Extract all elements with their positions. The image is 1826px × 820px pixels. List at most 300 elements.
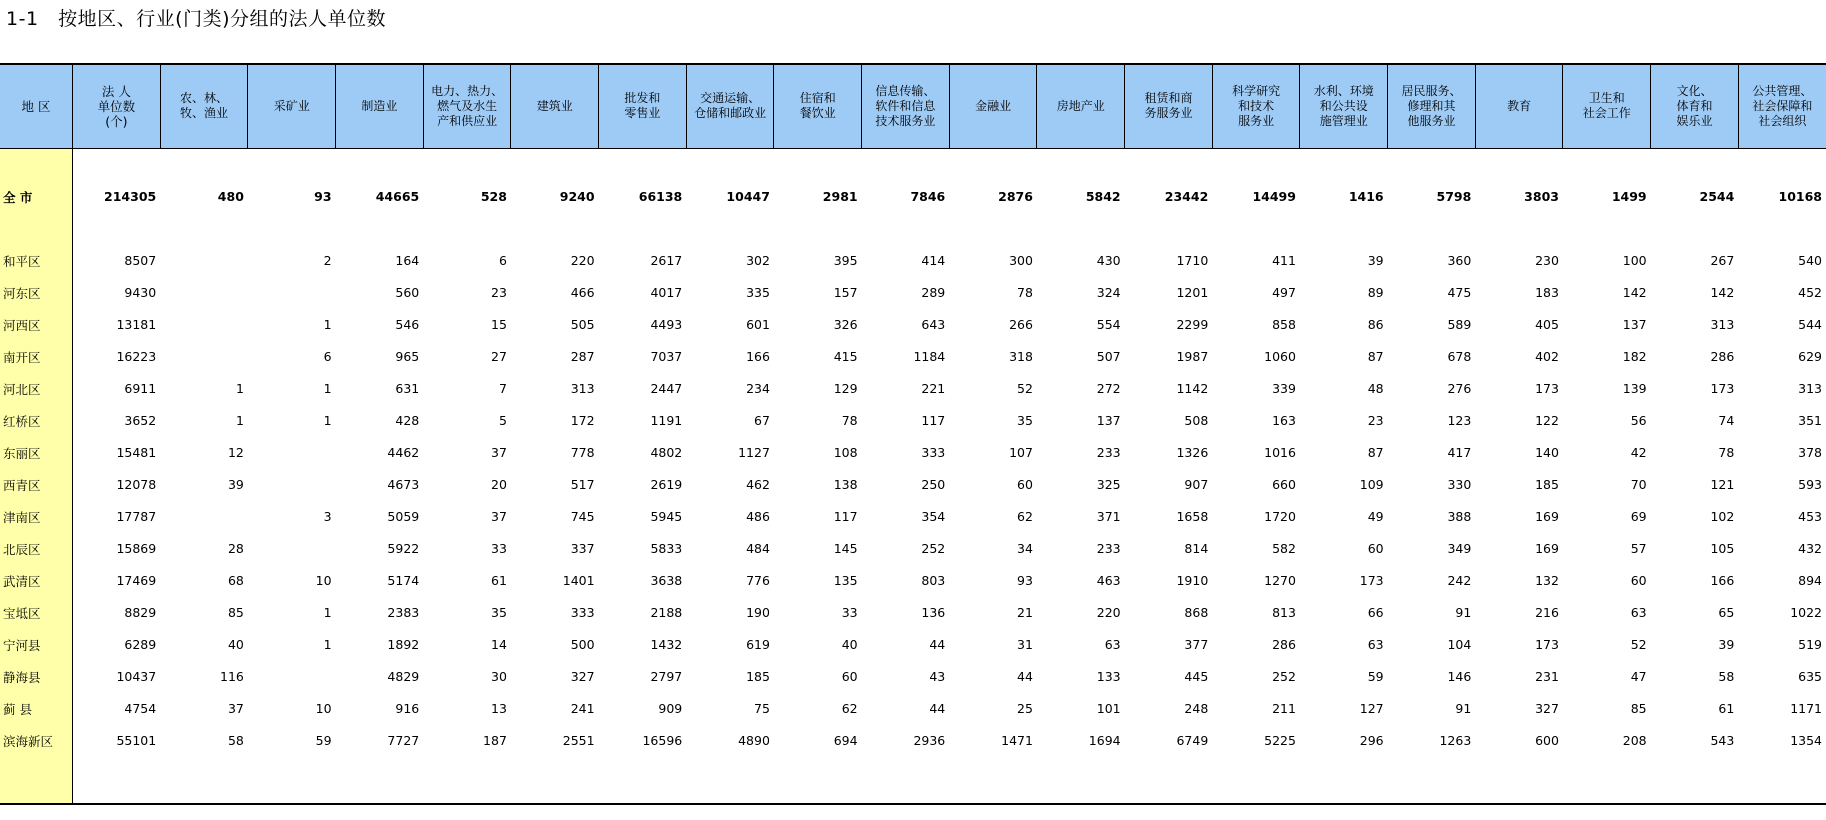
total-cell: 55101 — [116, 733, 157, 748]
table-row — [0, 533, 1826, 565]
value-cell: 266 — [1009, 317, 1033, 332]
value-cell: 40 — [841, 637, 858, 652]
value-cell: 466 — [570, 285, 595, 300]
value-cell: 5 — [498, 413, 507, 428]
spacer-cell — [1738, 148, 1826, 187]
value-cell: 52 — [1017, 381, 1033, 396]
value-cell: 1354 — [1790, 733, 1822, 748]
value-cell: 37 — [491, 509, 507, 524]
region-cell: 全 市 — [0, 187, 73, 207]
table-body — [0, 148, 1826, 804]
spacer-cell — [160, 207, 248, 245]
spacer-cell — [1388, 148, 1476, 187]
value-cell: 907 — [1184, 477, 1209, 492]
value-cell: 248 — [1184, 701, 1209, 716]
value-cell: 63 — [1367, 637, 1384, 652]
value-cell: 60 — [1367, 541, 1384, 556]
spacer-cell — [511, 148, 599, 187]
spacer-cell — [1475, 757, 1563, 804]
region-spacer-cell — [0, 207, 73, 245]
region-cell: 武清区 — [0, 565, 73, 597]
industry-header: 房地产业 — [1037, 64, 1125, 148]
value-cell: 462 — [746, 477, 770, 492]
total-header-line2: 单位数 — [97, 98, 136, 114]
value-cell: 300 — [1009, 253, 1033, 268]
value-cell: 252 — [921, 541, 946, 556]
value-cell: 1892 — [387, 637, 420, 652]
value-cell: 5842 — [1085, 189, 1121, 204]
industry-header: 水利、环境 和公共设 施管理业 — [1300, 64, 1388, 148]
value-cell: 23 — [1367, 413, 1384, 428]
value-cell: 169 — [1535, 509, 1559, 524]
value-cell: 1499 — [1611, 189, 1647, 204]
value-cell: 593 — [1798, 477, 1822, 492]
value-cell: 965 — [395, 349, 420, 364]
value-cell: 776 — [746, 573, 770, 588]
value-cell: 234 — [746, 381, 770, 396]
value-cell: 411 — [1272, 253, 1296, 268]
value-cell: 49 — [1367, 509, 1384, 524]
value-cell: 44 — [929, 701, 946, 716]
value-cell: 221 — [921, 381, 946, 396]
value-cell: 59 — [1367, 669, 1384, 684]
table-row — [0, 277, 1826, 309]
spacer-cell — [1300, 207, 1388, 245]
value-cell: 60 — [841, 669, 858, 684]
total-cell: 15869 — [116, 541, 157, 556]
value-cell: 2617 — [650, 253, 683, 268]
value-cell: 678 — [1447, 349, 1472, 364]
value-cell: 56 — [1630, 413, 1647, 428]
value-cell: 23442 — [1164, 189, 1209, 204]
value-cell: 69 — [1630, 509, 1647, 524]
table-row — [0, 245, 1826, 277]
value-cell: 2551 — [562, 733, 595, 748]
table-row — [0, 725, 1826, 757]
value-cell: 136 — [921, 605, 946, 620]
value-cell: 1416 — [1348, 189, 1384, 204]
value-cell: 528 — [480, 189, 507, 204]
value-cell: 173 — [1535, 637, 1559, 652]
value-cell: 133 — [1096, 669, 1121, 684]
value-cell: 4802 — [650, 445, 683, 460]
value-cell: 1910 — [1176, 573, 1209, 588]
value-cell: 643 — [921, 317, 946, 332]
value-cell: 102 — [1710, 509, 1735, 524]
spacer-cell — [1563, 148, 1651, 187]
industry-header: 卫生和 社会工作 — [1563, 64, 1651, 148]
value-cell: 30 — [491, 669, 507, 684]
value-cell: 87 — [1367, 445, 1384, 460]
spacer-cell — [1563, 207, 1651, 245]
value-cell: 68 — [227, 573, 244, 588]
page-title: 1-1 按地区、行业(门类)分组的法人单位数 — [6, 8, 386, 30]
value-cell: 231 — [1535, 669, 1559, 684]
value-cell: 116 — [220, 669, 244, 684]
industry-header: 批发和 零售业 — [599, 64, 687, 148]
value-cell: 543 — [1710, 733, 1735, 748]
total-cell: 6289 — [124, 637, 157, 652]
value-cell: 327 — [1535, 701, 1559, 716]
total-cell: 214305 — [104, 189, 157, 204]
value-cell: 16596 — [642, 733, 683, 748]
value-cell: 37 — [227, 701, 244, 716]
value-cell: 57 — [1630, 541, 1647, 556]
value-cell: 519 — [1798, 637, 1822, 652]
value-cell: 122 — [1535, 413, 1559, 428]
value-cell: 582 — [1272, 541, 1296, 556]
value-cell: 333 — [570, 605, 595, 620]
spacer-cell — [423, 757, 511, 804]
value-cell: 40 — [227, 637, 244, 652]
spacer-cell — [1125, 207, 1213, 245]
region-header: 地 区 — [0, 64, 73, 148]
value-cell: 619 — [746, 637, 770, 652]
value-cell: 445 — [1184, 669, 1209, 684]
value-cell: 42 — [1630, 445, 1647, 460]
value-cell: 325 — [1096, 477, 1121, 492]
value-cell: 66 — [1367, 605, 1384, 620]
value-cell: 7846 — [910, 189, 946, 204]
value-cell: 2447 — [650, 381, 683, 396]
value-cell — [160, 277, 248, 309]
value-cell: 108 — [833, 445, 858, 460]
value-cell: 430 — [1096, 253, 1121, 268]
value-cell: 121 — [1710, 477, 1735, 492]
region-cell: 东丽区 — [0, 437, 73, 469]
value-cell: 86 — [1367, 317, 1384, 332]
region-cell: 北辰区 — [0, 533, 73, 565]
value-cell: 169 — [1535, 541, 1559, 556]
value-cell: 75 — [754, 701, 770, 716]
value-cell: 166 — [1710, 573, 1735, 588]
value-cell: 211 — [1272, 701, 1296, 716]
value-cell: 61 — [491, 573, 507, 588]
value-cell: 187 — [483, 733, 507, 748]
table-row — [0, 437, 1826, 469]
value-cell: 7 — [498, 381, 507, 396]
value-cell: 166 — [746, 349, 770, 364]
value-cell: 44 — [1017, 669, 1033, 684]
value-cell: 1987 — [1176, 349, 1209, 364]
region-cell: 河东区 — [0, 277, 73, 309]
value-cell: 377 — [1184, 637, 1209, 652]
value-cell: 139 — [1622, 381, 1647, 396]
value-cell: 484 — [746, 541, 770, 556]
value-cell: 190 — [746, 605, 770, 620]
value-cell: 23 — [491, 285, 507, 300]
value-cell: 378 — [1798, 445, 1822, 460]
value-cell: 117 — [921, 413, 946, 428]
spacer-cell — [774, 148, 862, 187]
value-cell: 39 — [227, 477, 244, 492]
industry-header: 科学研究 和技术 服务业 — [1212, 64, 1300, 148]
value-cell: 220 — [1096, 605, 1121, 620]
value-cell: 63 — [1104, 637, 1121, 652]
spacer-cell — [1651, 757, 1739, 804]
spacer-cell — [1212, 148, 1300, 187]
value-cell: 35 — [491, 605, 507, 620]
spacer-cell — [1212, 207, 1300, 245]
value-cell: 814 — [1184, 541, 1209, 556]
value-cell: 78 — [1017, 285, 1033, 300]
total-cell: 9430 — [124, 285, 157, 300]
value-cell: 414 — [921, 253, 946, 268]
value-cell: 560 — [395, 285, 420, 300]
spacer-cell — [73, 207, 161, 245]
value-cell: 5945 — [650, 509, 683, 524]
value-cell: 65 — [1718, 605, 1735, 620]
region-cell: 静海县 — [0, 661, 73, 693]
value-cell: 1 — [323, 317, 332, 332]
value-cell: 208 — [1622, 733, 1647, 748]
value-cell: 1022 — [1790, 605, 1822, 620]
value-cell: 349 — [1447, 541, 1472, 556]
spacer-cell — [248, 207, 336, 245]
value-cell: 129 — [833, 381, 858, 396]
region-spacer-cell — [0, 757, 73, 804]
value-cell: 101 — [1096, 701, 1121, 716]
value-cell: 12 — [227, 445, 244, 460]
total-cell: 8507 — [124, 253, 157, 268]
value-cell: 15 — [491, 317, 507, 332]
value-cell: 27 — [491, 349, 507, 364]
value-cell: 252 — [1272, 669, 1296, 684]
value-cell: 5798 — [1436, 189, 1472, 204]
value-cell: 172 — [570, 413, 595, 428]
table-row — [0, 629, 1826, 661]
value-cell: 33 — [841, 605, 858, 620]
value-cell: 47 — [1630, 669, 1647, 684]
region-cell: 蓟 县 — [0, 693, 73, 725]
value-cell: 858 — [1272, 317, 1296, 332]
table-row — [0, 565, 1826, 597]
value-cell: 631 — [395, 381, 420, 396]
value-cell: 2876 — [998, 189, 1033, 204]
value-cell: 59 — [315, 733, 332, 748]
spacer-cell — [73, 757, 161, 804]
total-cell: 10437 — [116, 669, 157, 684]
value-cell: 5922 — [387, 541, 420, 556]
value-cell: 5225 — [1264, 733, 1296, 748]
spacer-cell — [949, 207, 1037, 245]
value-cell: 242 — [1447, 573, 1472, 588]
value-cell: 89 — [1367, 285, 1384, 300]
spacer-cell — [686, 757, 774, 804]
value-cell — [248, 437, 336, 469]
value-cell: 163 — [1272, 413, 1296, 428]
value-cell: 326 — [833, 317, 858, 332]
value-cell: 105 — [1710, 541, 1735, 556]
value-cell: 145 — [833, 541, 858, 556]
value-cell: 5059 — [387, 509, 420, 524]
value-cell: 1270 — [1264, 573, 1296, 588]
spacer-cell — [949, 148, 1037, 187]
value-cell: 7037 — [650, 349, 683, 364]
value-cell: 868 — [1184, 605, 1209, 620]
spacer-cell — [599, 757, 687, 804]
value-cell: 1432 — [650, 637, 683, 652]
table-row — [0, 693, 1826, 725]
value-cell: 660 — [1272, 477, 1296, 492]
value-cell: 267 — [1710, 253, 1735, 268]
value-cell: 1191 — [650, 413, 683, 428]
spacer-cell — [1651, 207, 1739, 245]
value-cell: 1171 — [1790, 701, 1822, 716]
value-cell: 371 — [1096, 509, 1121, 524]
value-cell: 250 — [921, 477, 946, 492]
spacer-cell — [423, 148, 511, 187]
value-cell: 1 — [235, 413, 244, 428]
value-cell: 2797 — [650, 669, 683, 684]
industry-header: 交通运输、 仓储和邮政业 — [686, 64, 774, 148]
value-cell: 415 — [833, 349, 858, 364]
value-cell: 327 — [570, 669, 595, 684]
value-cell: 635 — [1798, 669, 1822, 684]
region-cell: 宝坻区 — [0, 597, 73, 629]
value-cell: 135 — [833, 573, 858, 588]
table-row — [0, 309, 1826, 341]
region-cell: 河北区 — [0, 373, 73, 405]
value-cell: 109 — [1359, 477, 1384, 492]
total-cell: 16223 — [116, 349, 157, 364]
value-cell: 296 — [1359, 733, 1384, 748]
value-cell: 1142 — [1176, 381, 1209, 396]
value-cell: 44 — [929, 637, 946, 652]
region-cell: 南开区 — [0, 341, 73, 373]
value-cell: 58 — [1718, 669, 1735, 684]
value-cell: 6 — [498, 253, 507, 268]
value-cell: 183 — [1535, 285, 1559, 300]
value-cell: 4462 — [387, 445, 420, 460]
value-cell: 453 — [1798, 509, 1822, 524]
spacer-cell — [423, 207, 511, 245]
value-cell: 142 — [1710, 285, 1735, 300]
value-cell: 324 — [1096, 285, 1121, 300]
value-cell: 475 — [1447, 285, 1472, 300]
value-cell: 402 — [1535, 349, 1559, 364]
value-cell: 34 — [1017, 541, 1033, 556]
value-cell: 500 — [570, 637, 595, 652]
value-cell: 60 — [1017, 477, 1033, 492]
value-cell: 4829 — [387, 669, 420, 684]
value-cell: 13 — [491, 701, 507, 716]
value-cell: 3803 — [1524, 189, 1559, 204]
value-cell: 289 — [921, 285, 946, 300]
value-cell: 554 — [1096, 317, 1121, 332]
value-cell: 313 — [1710, 317, 1735, 332]
industry-header: 金融业 — [949, 64, 1037, 148]
value-cell: 354 — [921, 509, 946, 524]
value-cell: 351 — [1798, 413, 1822, 428]
value-cell: 2544 — [1699, 189, 1735, 204]
value-cell: 1127 — [738, 445, 770, 460]
value-cell: 4890 — [738, 733, 770, 748]
spacer-cell — [862, 207, 950, 245]
value-cell: 517 — [570, 477, 595, 492]
industry-header: 农、林、 牧、渔业 — [160, 64, 248, 148]
spacer-row — [0, 148, 1826, 187]
spacer-cell — [862, 757, 950, 804]
total-cell: 17469 — [116, 573, 157, 588]
spacer-cell — [248, 148, 336, 187]
value-cell: 339 — [1272, 381, 1296, 396]
spacer-cell — [1475, 207, 1563, 245]
value-cell: 10 — [315, 701, 332, 716]
region-cell: 西青区 — [0, 469, 73, 501]
spacer-cell — [1563, 757, 1651, 804]
value-cell: 1184 — [913, 349, 946, 364]
value-cell: 31 — [1017, 637, 1033, 652]
value-cell: 7727 — [387, 733, 420, 748]
value-cell: 1326 — [1176, 445, 1209, 460]
value-cell: 507 — [1096, 349, 1121, 364]
value-cell: 9240 — [559, 189, 595, 204]
region-cell: 津南区 — [0, 501, 73, 533]
spacer-cell — [336, 757, 424, 804]
value-cell: 337 — [570, 541, 595, 556]
value-cell: 486 — [746, 509, 770, 524]
spacer-row — [0, 757, 1826, 804]
value-cell: 63 — [1630, 605, 1647, 620]
value-cell: 1401 — [562, 573, 595, 588]
spacer-cell — [1037, 148, 1125, 187]
spacer-cell — [160, 757, 248, 804]
value-cell: 302 — [746, 253, 770, 268]
value-cell: 241 — [570, 701, 595, 716]
value-cell: 916 — [395, 701, 420, 716]
spacer-cell — [73, 148, 161, 187]
value-cell: 1 — [235, 381, 244, 396]
value-cell: 62 — [841, 701, 858, 716]
spacer-cell — [862, 148, 950, 187]
value-cell: 67 — [754, 413, 770, 428]
spacer-cell — [1738, 207, 1826, 245]
value-cell: 10168 — [1778, 189, 1822, 204]
region-spacer-cell — [0, 148, 73, 187]
value-cell: 182 — [1622, 349, 1647, 364]
value-cell — [248, 469, 336, 501]
value-cell: 93 — [1017, 573, 1033, 588]
value-cell: 107 — [1009, 445, 1033, 460]
value-cell: 497 — [1272, 285, 1296, 300]
value-cell: 104 — [1447, 637, 1472, 652]
value-cell — [160, 501, 248, 533]
spacer-cell — [949, 757, 1037, 804]
value-cell: 173 — [1535, 381, 1559, 396]
value-cell: 1720 — [1264, 509, 1296, 524]
value-cell: 60 — [1630, 573, 1647, 588]
value-cell: 6749 — [1176, 733, 1209, 748]
value-cell: 335 — [746, 285, 770, 300]
value-cell: 233 — [1096, 445, 1121, 460]
value-cell: 14 — [491, 637, 507, 652]
spacer-cell — [1037, 207, 1125, 245]
value-cell: 2188 — [650, 605, 683, 620]
value-cell: 463 — [1096, 573, 1121, 588]
value-cell: 1471 — [1001, 733, 1033, 748]
value-cell: 3638 — [650, 573, 683, 588]
total-cell: 12078 — [116, 477, 157, 492]
value-cell: 138 — [833, 477, 858, 492]
industry-header: 信息传输、 软件和信息 技术服务业 — [862, 64, 950, 148]
spacer-cell — [511, 207, 599, 245]
spacer-cell — [774, 207, 862, 245]
value-cell: 318 — [1009, 349, 1033, 364]
value-cell: 173 — [1710, 381, 1735, 396]
value-cell: 14499 — [1252, 189, 1296, 204]
total-header — [73, 64, 161, 148]
